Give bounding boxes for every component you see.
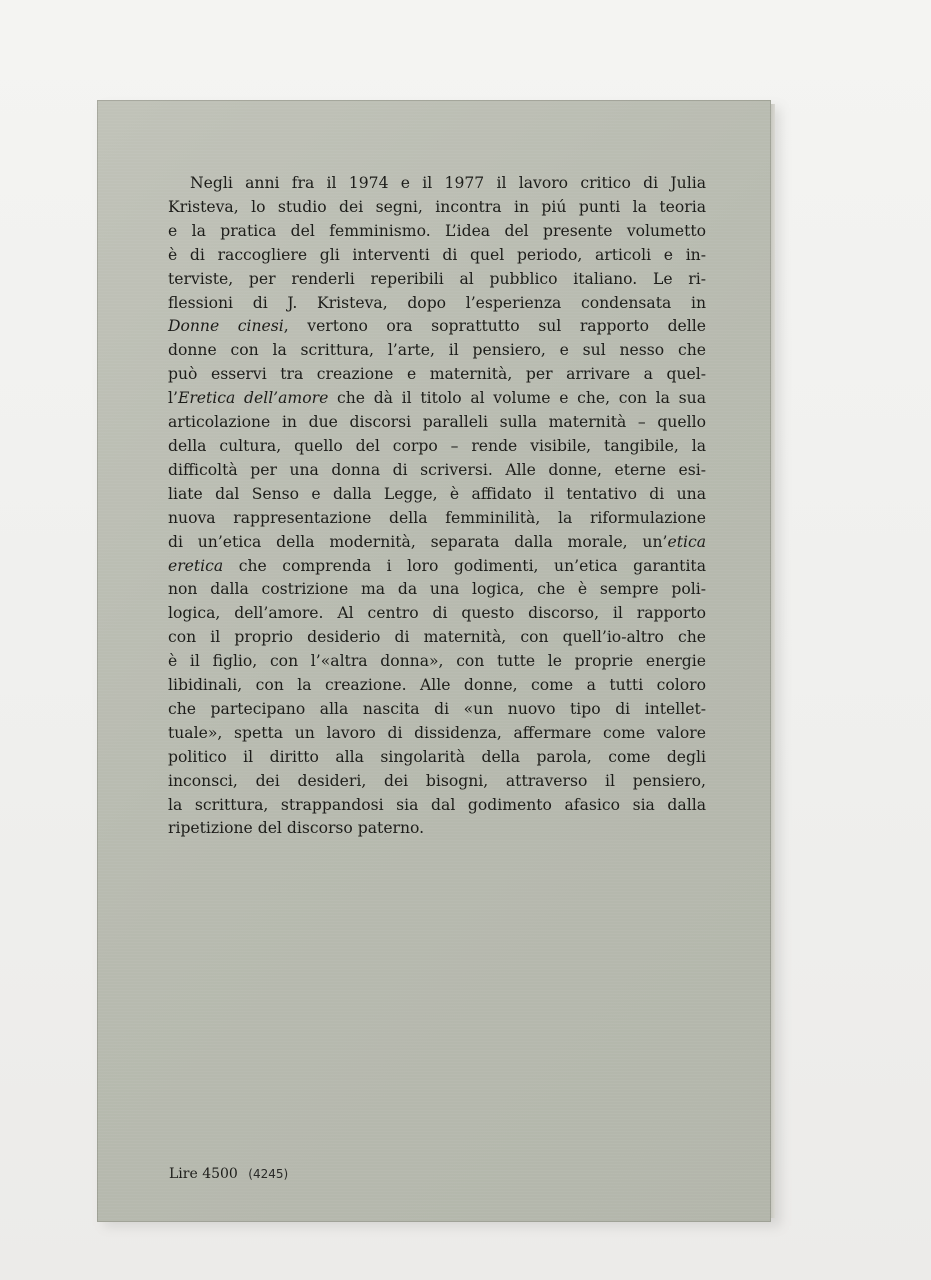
- blurb-line: e la pratica del femminismo. L’idea del presente volumetto: [168, 221, 706, 240]
- italic-title-eretica: Eretica dell’amore: [177, 389, 329, 408]
- book-back-cover: [97, 100, 771, 1222]
- blurb-line: che partecipano alla nascita di «un nuovo tipo di intellet-: [168, 699, 706, 718]
- blurb-line: logica, dell’amore. Al centro di questo discorso, il rapporto: [168, 604, 706, 623]
- blurb-line: Negli anni fra il 1974 e il 1977 il lavoro critico di Julia: [190, 174, 706, 192]
- blurb-line: è di raccogliere gli interventi di quel periodo, articoli e in-: [168, 245, 706, 264]
- blurb-line: tuale», spetta un lavoro di dissidenza, affermare come valore: [168, 723, 706, 742]
- blurb-line: flessioni di J. Kristeva, dopo l’esperienza condensata in: [168, 293, 706, 312]
- handwritten-code: (4245): [248, 1167, 289, 1181]
- price-text: Lire 4500: [169, 1166, 238, 1182]
- blurb-line: articolazione in due discorsi paralleli sulla maternità – quello: [168, 413, 706, 432]
- blurb-line: nuova rappresentazione della femminilità, la riformulazione: [168, 508, 706, 527]
- blurb-line: la scrittura, strappandosi sia dal godimento afasico sia dalla: [168, 795, 706, 814]
- blurb-line: è il figlio, con l’«altra donna», con tutte le proprie energie: [168, 652, 706, 671]
- blurb-line: donne con la scrittura, l’arte, il pensiero, e sul nesso che: [168, 341, 706, 360]
- blurb-line: difficoltà per una donna di scriversi. Alle donne, eterne esi-: [168, 460, 706, 479]
- blurb-line: di un’etica della modernità, separata dalla morale, un’etica: [168, 532, 706, 551]
- blurb-line: eretica che comprenda i loro godimenti, un’etica garantita: [168, 556, 706, 575]
- blurb-line: terviste, per renderli reperibili al pubblico italiano. Le ri-: [168, 269, 706, 288]
- blurb-line: con il proprio desiderio di maternità, con quell’io-altro che: [168, 628, 706, 647]
- italic-etica: etica: [667, 532, 706, 551]
- italic-eretica: eretica: [168, 556, 224, 575]
- blurb-line: Kristeva, lo studio dei segni, incontra in piú punti la teoria: [168, 197, 706, 216]
- blurb-line: politico il diritto alla singolarità della parola, come degli: [168, 747, 706, 766]
- blurb-line: della cultura, quello del corpo – rende visibile, tangibile, la: [168, 436, 706, 455]
- blurb-line: libidinali, con la creazione. Alle donne, come a tutti coloro: [168, 676, 706, 695]
- italic-title-donne-cinesi: Donne cinesi: [168, 317, 284, 336]
- blurb-line: non dalla costrizione ma da una logica, che è sempre poli-: [168, 580, 706, 599]
- blurb-line: liate dal Senso e dalla Legge, è affidato il tentativo di una: [168, 484, 706, 503]
- blurb-line: Donne cinesi, vertono ora soprattutto sul rapporto delle: [168, 317, 706, 336]
- page-edges: [771, 104, 775, 1218]
- blurb-line: l’Eretica dell’amore che dà il titolo al volume e che, con la sua: [168, 389, 706, 408]
- blurb-line: inconsci, dei desideri, dei bisogni, attraverso il pensiero,: [168, 771, 706, 790]
- blurb-line: può esservi tra creazione e maternità, per arrivare a quel-: [168, 365, 706, 384]
- blurb-text: [168, 172, 706, 841]
- price-label: [169, 1166, 288, 1182]
- blurb-line: ripetizione del discorso paterno.: [168, 819, 425, 838]
